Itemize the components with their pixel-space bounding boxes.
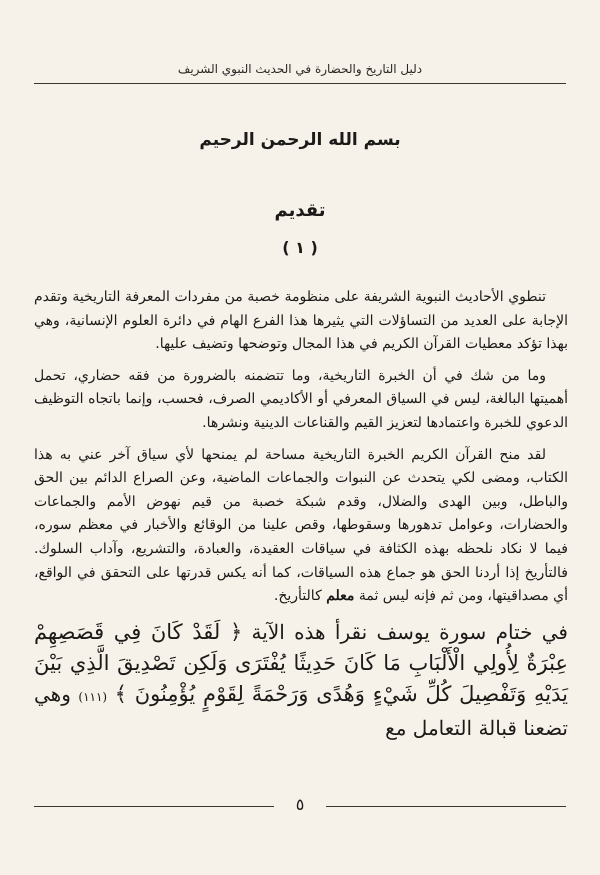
page-number: ٥: [295, 795, 305, 814]
section-number: ( ١ ): [282, 238, 318, 257]
paragraph-3-end: كالتأريخ.: [273, 588, 327, 605]
paragraph-2: وما من شك في أن الخبرة التاريخية، وما تتضمنه بالضرورة من فقه حضاري، تحمل أهميتها البالغة، ليس في السياق المعرفي أو الأكاديمي الصرف، فحسب، وإنما باتجاه التوظيف الدعوي للخبرة واعتمادها لتعزيز القيم والقناعات الدينية ونشرها.: [34, 367, 568, 431]
verse-number-marker: (١١١): [78, 689, 108, 704]
footer-rule-right: [326, 806, 566, 807]
paragraph-4-outro: وهي تضعنا قبالة التعامل مع: [34, 681, 568, 740]
basmala: بسم الله الرحمن الرحيم: [199, 130, 401, 150]
body-text: [34, 286, 568, 752]
paragraph-1: تنطوي الأحاديث النبوية الشريفة على منظومة خصبة من مفردات المعرفة التاريخية وتقدم الإجابة على العديد من التساؤلات التي يثيرها هذا الفرع الهام في دائرة العلوم الإنسانية، وهي بهذا تؤكد معطيات القرآن الكريم في هذا المجال وتوضحها وتضيف عليها.: [34, 289, 568, 353]
quran-verse: ﴿ لَقَدْ كَانَ فِي قَصَصِهِمْ عِبْرَةٌ لِأُولِي الْأَلْبَابِ مَا كَانَ حَدِيثًا يُفْتَرَى وَلَكِن تَصْدِيقَ الَّذِي بَيْنَ يَدَيْهِ وَتَفْصِيلَ كُلِّ شَيْءٍ وَهُدًى وَرَحْمَةً لِقَوْمٍ يُؤْمِنُونَ ﴾: [34, 619, 569, 706]
section-heading: تقديم: [274, 200, 326, 221]
paragraph-4: [34, 617, 568, 744]
paragraph-3-emphasis: معلم: [326, 588, 355, 605]
running-head: دليل التاريخ والحضارة في الحديث النبوي الشريف: [177, 62, 423, 76]
paragraph-3-text: لقد منح القرآن الكريم الخبرة التاريخية مساحة لم يمنحها لأي سياق آخر عني به هذا الكتاب، ومضى لكي يتحدث عن النبوات والجماعات الماضية، وعن الصراع الدائم بين الحق والباطل، وبين الهدى والضلال، وقدم شبكة خصبة من قيم نهوض الأمم والجماعات والحضارات، وعوامل تدهورها وسقوطها، وقص علينا من الوقائع والأخبار في معظم سوره، فيما لا نكاد نلحظه بهذه الكثافة في سياقات العقيدة، والعبادة، والتشريع، وآداب السلوك. فالتأريخ إذا أردنا الحق هو جماع هذه السياقات، كما أنه يكس قدرتها على التحقق في الواقع، أي مصداقيتها، ومن ثم فإنه ليس ثمة: [34, 446, 568, 605]
header-rule: [34, 83, 566, 84]
paragraph-4-intro: في ختام سورة يوسف نقرأ هذه الآية: [242, 619, 568, 644]
paragraph-3: [34, 444, 568, 609]
